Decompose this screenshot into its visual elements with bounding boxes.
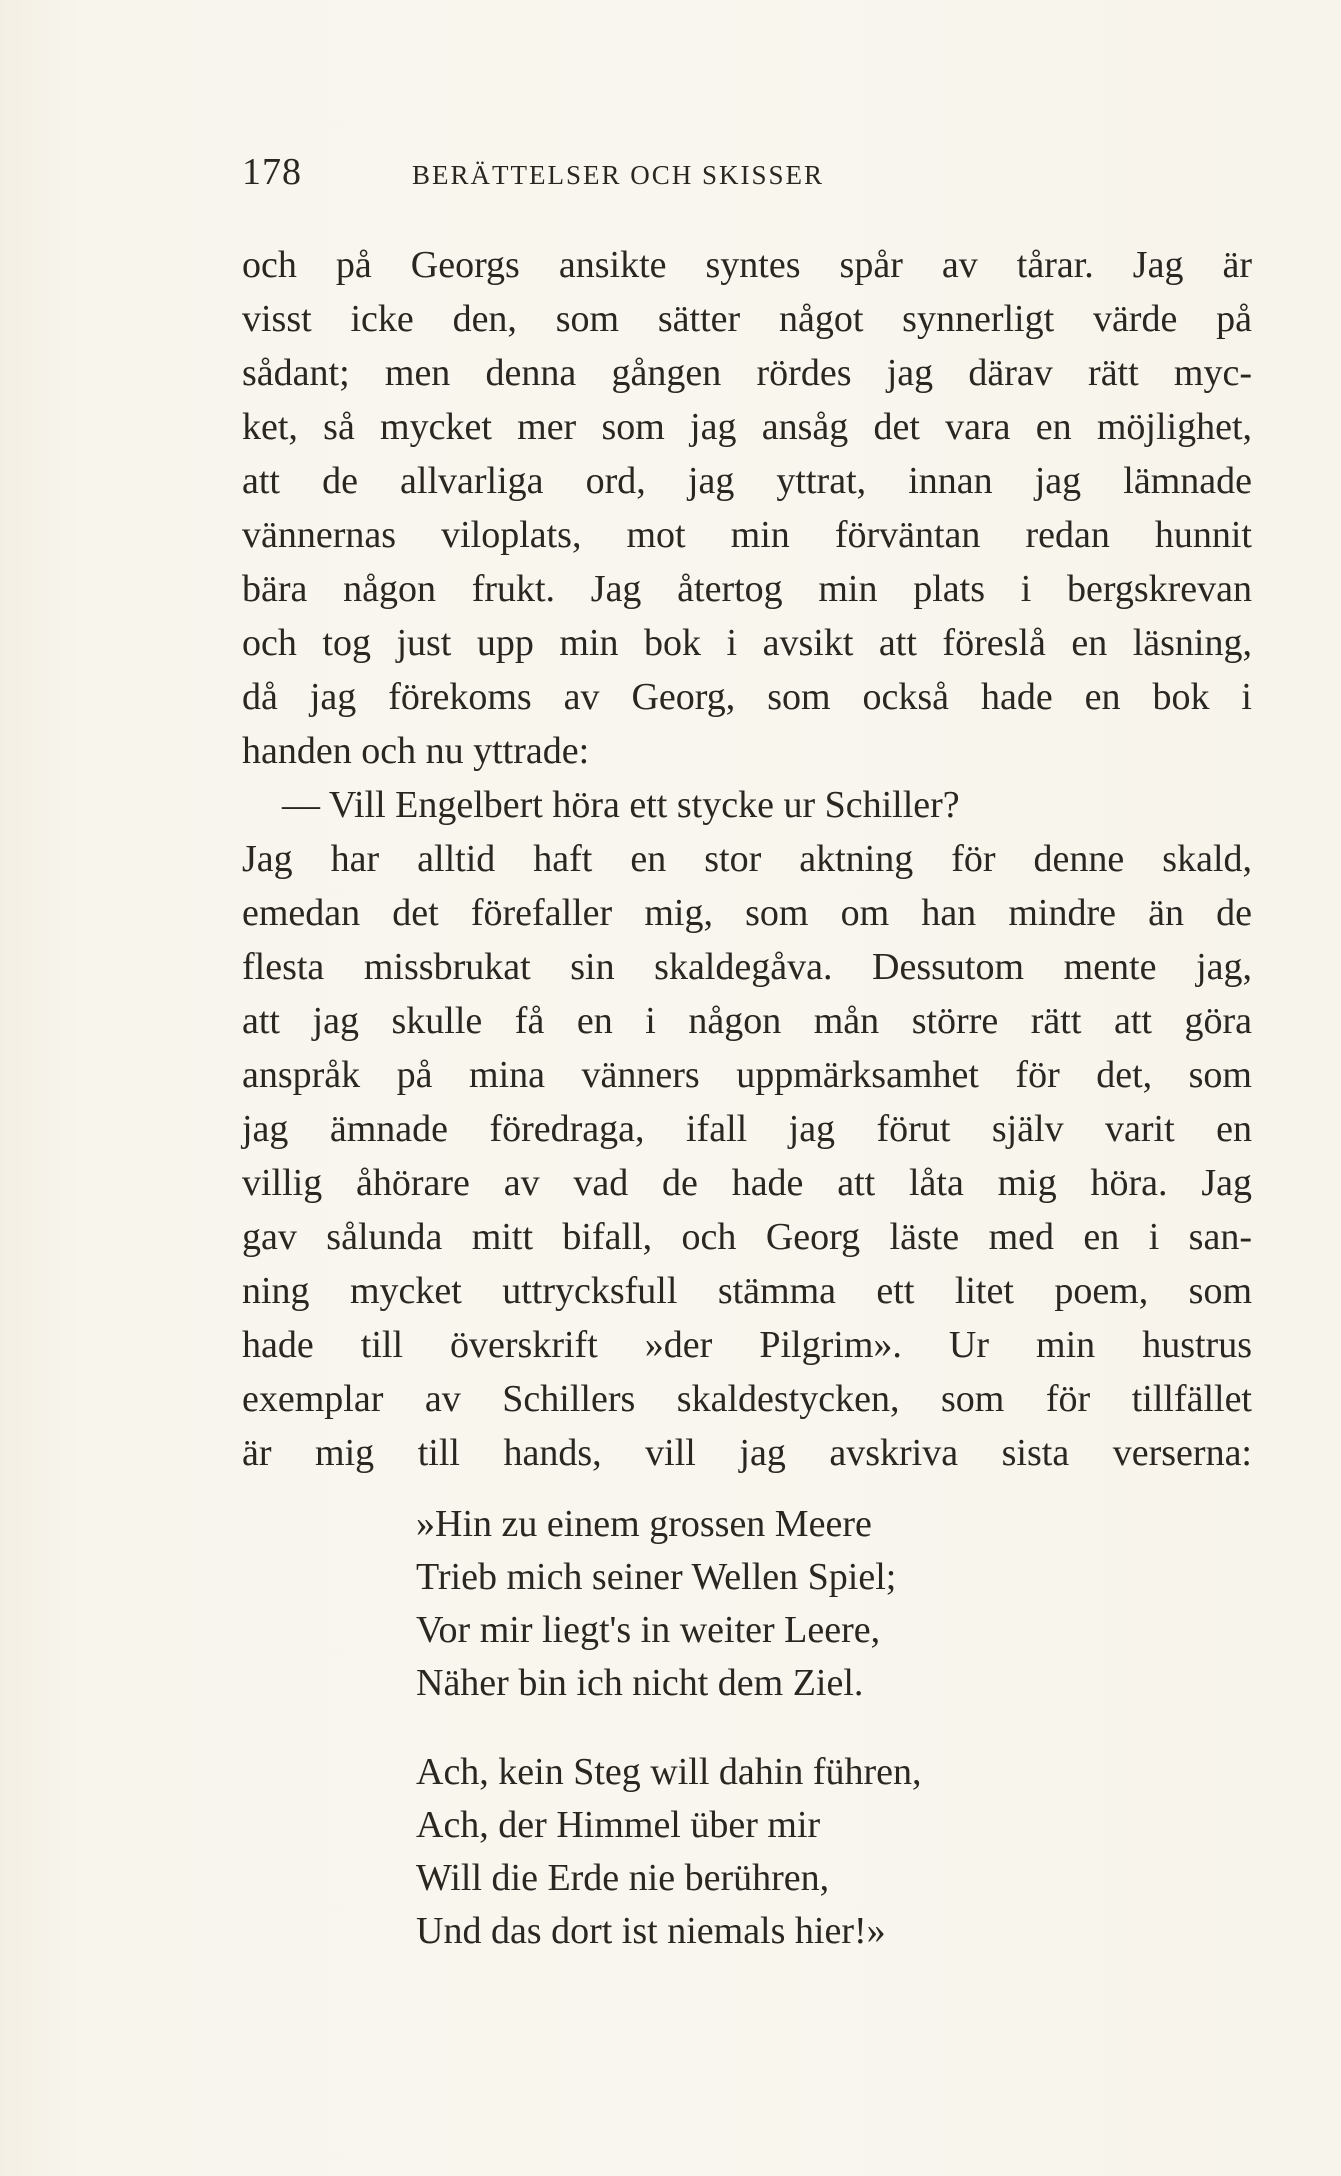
running-title: BERÄTTELSER OCH SKISSER: [412, 160, 825, 190]
text-line: och på Georgs ansikte syntes spår av tårar. Jag är: [242, 244, 1252, 286]
text-line: är mig till hands, vill jag avskriva sista verserna:: [242, 1432, 1252, 1474]
text-line: gav sålunda mitt bifall, och Georg läste med en i san-: [242, 1216, 1252, 1258]
text-line: bära någon frukt. Jag återtog min plats i bergskrevan: [242, 568, 1252, 610]
text-line: att de allvarliga ord, jag yttrat, innan jag lämnade: [242, 460, 1252, 502]
poem-verse: Ach, der Himmel über mir: [416, 1804, 821, 1846]
poem-stanza-2: [416, 1746, 1116, 1958]
text-line: flesta missbrukat sin skaldegåva. Dessutom mente jag,: [242, 946, 1252, 988]
text-line: hade till överskrift »der Pilgrim». Ur min hustrus: [242, 1324, 1252, 1366]
poem-verse: Trieb mich seiner Wellen Spiel;: [416, 1556, 897, 1598]
text-line: emedan det förefaller mig, som om han mindre än de: [242, 892, 1252, 934]
text-line: jag ämnade föredraga, ifall jag förut själv varit en: [242, 1108, 1252, 1150]
poem-verse: »Hin zu einem grossen Meere: [416, 1503, 872, 1545]
text-line: visst icke den, som sätter något synnerligt värde på: [242, 298, 1252, 340]
poem-verse: Näher bin ich nicht dem Ziel.: [416, 1662, 864, 1704]
text-line: då jag förekoms av Georg, som också hade en bok i: [242, 676, 1252, 718]
poem-verse: Und das dort ist niemals hier!»: [416, 1910, 886, 1952]
page-header: [242, 150, 1082, 200]
text-line: sådant; men denna gången rördes jag därav rätt myc-: [242, 352, 1252, 394]
poem-verse: Will die Erde nie berühren,: [416, 1857, 830, 1899]
poem-verse: Vor mir liegt's in weiter Leere,: [416, 1609, 881, 1651]
text-line: ning mycket uttrycksfull stämma ett litet poem, som: [242, 1270, 1252, 1312]
page-number: 178: [242, 151, 302, 193]
text-line: villig åhörare av vad de hade att låta mig höra. Jag: [242, 1162, 1252, 1204]
dialogue-line: — Vill Engelbert höra ett stycke ur Schiller?: [282, 784, 960, 826]
body-text: [242, 238, 1252, 1480]
poem-stanza-1: [416, 1498, 1116, 1710]
text-line: handen och nu yttrade:: [242, 730, 590, 772]
text-line: att jag skulle få en i någon mån större rätt att göra: [242, 1000, 1252, 1042]
text-line: exemplar av Schillers skaldestycken, som för tillfället: [242, 1378, 1252, 1420]
text-line: och tog just upp min bok i avsikt att föreslå en läsning,: [242, 622, 1252, 664]
text-line: Jag har alltid haft en stor aktning för denne skald,: [242, 838, 1252, 880]
text-line: vännernas viloplats, mot min förväntan redan hunnit: [242, 514, 1252, 556]
poem-verse: Ach, kein Steg will dahin führen,: [416, 1751, 922, 1793]
text-line: anspråk på mina vänners uppmärksamhet för det, som: [242, 1054, 1252, 1096]
text-line: ket, så mycket mer som jag ansåg det vara en möjlighet,: [242, 406, 1252, 448]
poem-quote: [416, 1498, 1116, 1994]
